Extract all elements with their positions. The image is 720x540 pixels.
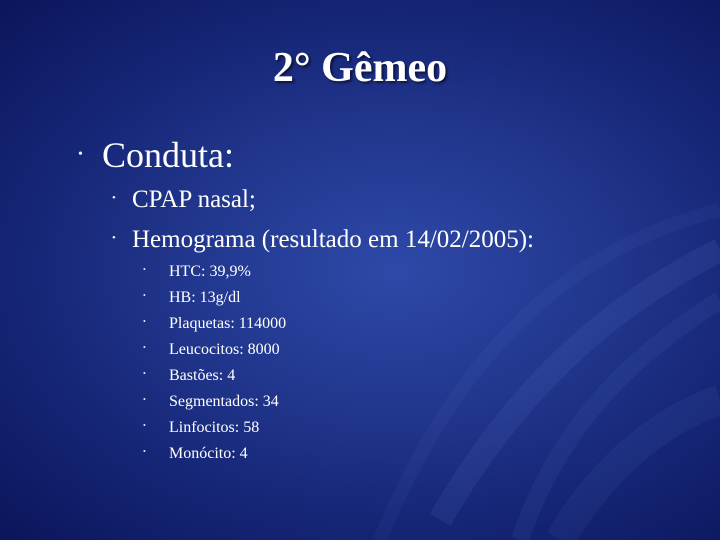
bullet-conduta (78, 134, 234, 180)
bullet-icon: • (78, 146, 83, 162)
result-item (143, 340, 280, 360)
bullet-icon: • (143, 447, 146, 457)
bullet-icon: • (143, 369, 146, 379)
result-item (143, 262, 251, 282)
result-text: Plaquetas: 114000 (169, 315, 287, 332)
bullet-icon: • (112, 232, 116, 245)
result-item (143, 418, 259, 438)
result-text: Bastões: 4 (169, 367, 236, 384)
slide-title: 2° Gêmeo (272, 45, 448, 91)
item-text: CPAP nasal; (132, 186, 256, 213)
result-text: Leucocitos: 8000 (169, 341, 280, 358)
bullet-icon: • (143, 317, 146, 327)
result-item (143, 444, 248, 464)
result-text: Segmentados: 34 (169, 393, 279, 410)
result-item (143, 314, 286, 334)
bullet-icon: • (143, 343, 146, 353)
bullet-icon: • (143, 265, 146, 275)
result-text: HTC: 39,9% (169, 263, 251, 280)
bullet-icon: • (112, 192, 116, 205)
bullet-item-hemograma (112, 225, 534, 256)
result-text: Linfocitos: 58 (169, 419, 260, 436)
heading-conduta: Conduta: (102, 135, 234, 175)
result-text: HB: 13g/dl (169, 289, 241, 306)
result-item (143, 288, 241, 308)
bullet-icon: • (143, 291, 146, 301)
result-item (143, 366, 235, 386)
bullet-icon: • (143, 395, 146, 405)
item-text: Hemograma (resultado em 14/02/2005): (132, 226, 534, 253)
result-text: Monócito: 4 (169, 445, 248, 462)
bullet-item-cpap (112, 185, 256, 216)
result-item (143, 392, 279, 412)
bullet-icon: • (143, 421, 146, 431)
